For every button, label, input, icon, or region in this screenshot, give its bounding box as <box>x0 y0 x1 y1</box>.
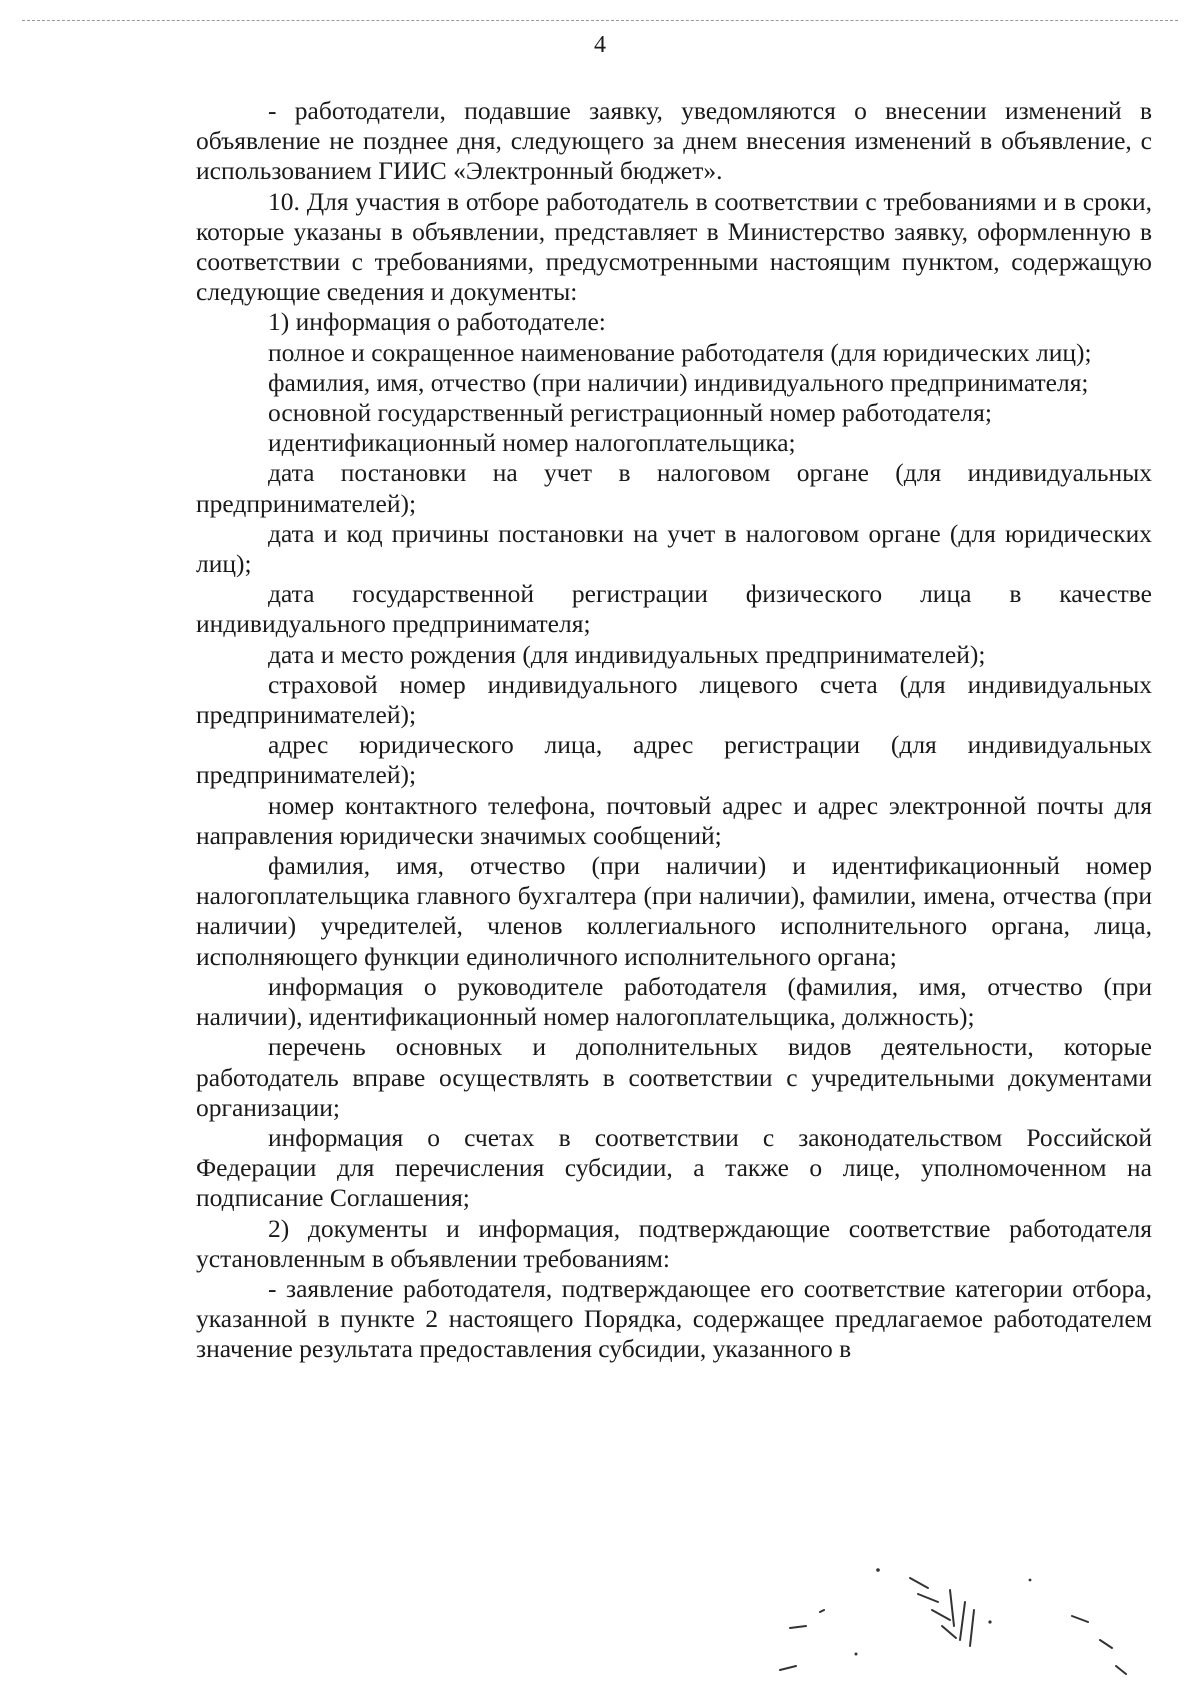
paragraph: 2) документы и информация, подтверждающие соответствие работодателя установленным в объявлении требованиям: <box>196 1213 1152 1273</box>
paragraph: страховой номер индивидуального лицевого счета (для индивидуальных предпринимателей); <box>196 669 1152 730</box>
scan-top-edge <box>22 20 1178 21</box>
document-body <box>196 96 1152 1365</box>
paragraph: дата и код причины постановки на учет в налоговом органе (для юридических лиц); <box>196 518 1152 579</box>
paragraph: дата постановки на учет в налоговом органе (для индивидуальных предпринимателей); <box>196 458 1152 518</box>
paragraph: - заявление работодателя, подтверждающее его соответствие категории отбора, указанной в пункте 2 настоящего Порядка, содержащее предлагаемое работодателем значение результата предоставления субсидии, указанного в <box>196 1273 1152 1364</box>
paragraph: перечень основных и дополнительных видов деятельности, которые работодатель вправе осуществлять в соответствии с учредительными документами организации; <box>196 1032 1152 1122</box>
paragraph: 1) информация о работодателе: <box>268 307 606 337</box>
paragraph: информация о счетах в соответствии с законодательством Российской Федерации для перечисления субсидии, а также о лице, уполномоченном на подписание Соглашения; <box>196 1122 1152 1213</box>
paragraph: фамилия, имя, отчество (при наличии) и идентификационный номер налогоплательщика главного бухгалтера (при наличии), фамилии, имена, отчества (при наличии) учредителей, членов коллегиального исполнительного органа, лица, исполняющего функции единоличного исполнительного органа; <box>196 851 1152 971</box>
signature-mark <box>760 1550 1160 1690</box>
paragraph: номер контактного телефона, почтовый адрес и адрес электронной почты для направления юридически значимых сообщений; <box>196 790 1152 850</box>
paragraph: дата и место рождения (для индивидуальных предпринимателей); <box>268 639 986 669</box>
paragraph: основной государственный регистрационный номер работодателя; <box>268 398 992 428</box>
paragraph: полное и сокращенное наименование работодателя (для юридических лиц); <box>268 337 1092 367</box>
page-number: 4 <box>594 32 606 58</box>
paragraph: адрес юридического лица, адрес регистрации (для индивидуальных предпринимателей); <box>196 730 1152 790</box>
paragraph: дата государственной регистрации физического лица в качестве индивидуального предпринимателя; <box>196 579 1152 639</box>
paragraph: 10. Для участия в отборе работодатель в соответствии с требованиями и в сроки, которые указаны в объявлении, представляет в Министерство заявку, оформленную в соответствии с требованиями, предусмотренными настоящим пунктом, содержащую следующие сведения и документы: <box>196 186 1152 307</box>
paragraph: фамилия, имя, отчество (при наличии) индивидуального предпринимателя; <box>268 367 1089 397</box>
paragraph: информация о руководителе работодателя (фамилия, имя, отчество (при наличии), идентификационный номер налогоплательщика, должность); <box>196 971 1152 1032</box>
paragraph: идентификационный номер налогоплательщика; <box>268 428 796 458</box>
paragraph: - работодатели, подавшие заявку, уведомляются о внесении изменений в объявление не позднее дня, следующего за днем внесения изменений в объявление, с использованием ГИИС «Электронный бюджет». <box>196 96 1152 186</box>
